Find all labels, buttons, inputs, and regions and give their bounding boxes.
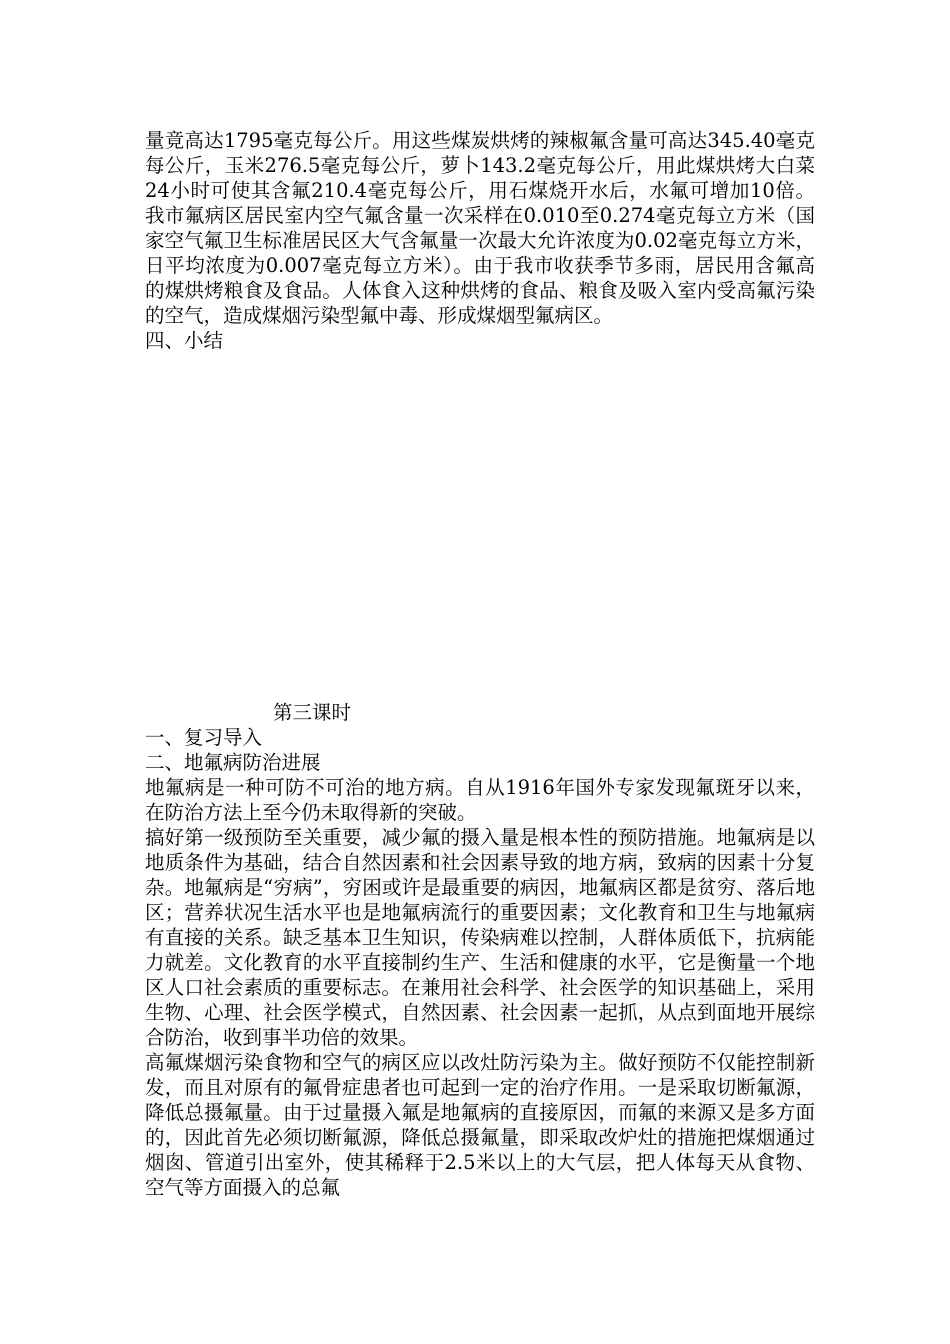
top-text-block [145, 128, 815, 353]
body-paragraph: 量竟高达1795毫克每公斤。用这些煤炭烘烤的辣椒氟含量可高达345.40毫克每公斤，玉米276.5毫克每公斤，萝卜143.2毫克每公斤，用此煤烘烤大白菜24小时可使其含氟210.4毫克每公斤，用石煤烧开水后，水氟可增加10倍。我市氟病区居民室内空气氟含量一次采样在0.010至0.274毫克每立方米（国家空气氟卫生标准居民区大气含氟量一次最大允许浓度为0.02毫克每立方米，日平均浓度为0.007毫克每立方米）。由于我市收获季节多雨，居民用含氟高的煤烘烤粮食及食品。人体食入这种烘烤的食品、粮食及吸入室内受高氟污染的空气，造成煤烟污染型氟中毒、形成煤烟型氟病区。 [145, 129, 815, 327]
section-heading: 一、复习导入 [145, 726, 263, 749]
bottom-text-block [145, 700, 815, 1200]
body-paragraph: 高氟煤烟污染食物和空气的病区应以改灶防污染为主。做好预防不仅能控制新发，而且对原有的氟骨症患者也可起到一定的治疗作用。一是采取切断氟源，降低总摄氟量。由于过量摄入氟是地氟病的直接原因，而氟的来源又是多方面的，因此首先必须切断氟源，降低总摄氟量，即采取改炉灶的措施把煤烟通过烟囱、管道引出室外，使其稀释于2.5米以上的大气层，把人体每天从食物、空气等方面摄入的总氟 [145, 1051, 815, 1199]
body-paragraph: 搞好第一级预防至关重要，减少氟的摄入量是根本性的预防措施。地氟病是以地质条件为基础，结合自然因素和社会因素导致的地方病，致病的因素十分复杂。地氟病是“穷病”，穷困或许是最重要的病因，地氟病区都是贫穷、落后地区；营养状况生活水平也是地氟病流行的重要因素；文化教育和卫生与地氟病有直接的关系。缺乏基本卫生知识，传染病难以控制，人群体质低下，抗病能力就差。文化教育的水平直接制约生产、生活和健康的水平，它是衡量一个地区人口社会素质的重要标志。在兼用社会科学、社会医学的知识基础上，采用生物、心理、社会医学模式，自然因素、社会因素一起抓，从点到面地开展综合防治，收到事半功倍的效果。 [145, 826, 815, 1049]
body-paragraph: 地氟病是一种可防不可治的地方病。自从1916年国外专家发现氟斑牙以来，在防治方法上至今仍未取得新的突破。 [145, 776, 815, 824]
lesson-title: 第三课时 [273, 701, 352, 724]
section-heading: 四、小结 [145, 329, 224, 352]
section-heading: 二、地氟病防治进展 [145, 751, 321, 774]
